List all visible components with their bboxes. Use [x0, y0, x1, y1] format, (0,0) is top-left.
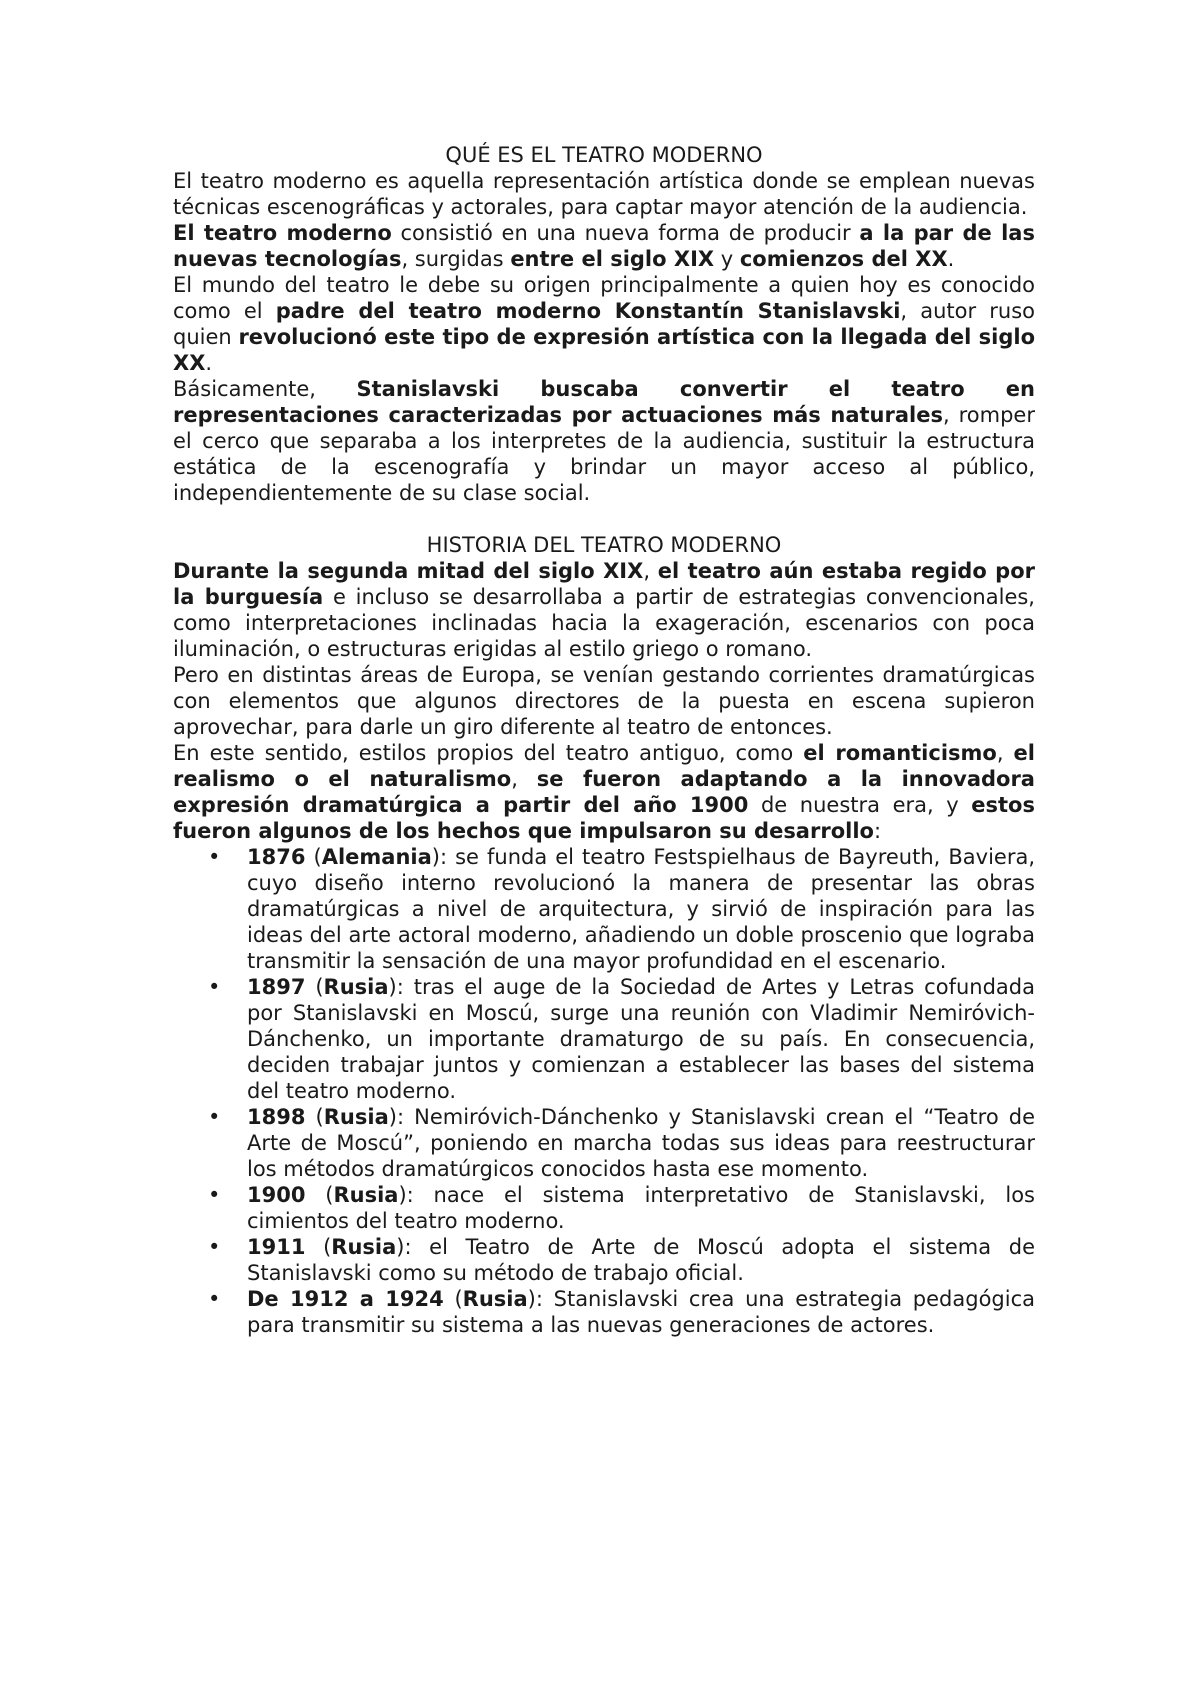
- bullet-icon: •: [208, 1105, 221, 1129]
- bold-run: Rusia: [462, 1287, 528, 1311]
- list-item-text: [247, 975, 1035, 1103]
- bold-run: a la par de las nuevas tecnologías: [173, 221, 1035, 271]
- text-run: ,: [511, 767, 537, 791]
- paragraph: [173, 740, 1035, 844]
- text-run: e incluso se desarrollaba a partir de estrategias convencionales, como interpretaciones inclinadas hacia la exageración, escenarios con poca iluminación, o estructuras erigidas al estilo griego o romano.: [173, 585, 1035, 661]
- text-run: Básicamente,: [173, 377, 357, 401]
- bullet-icon: •: [208, 1183, 221, 1207]
- bold-run: el teatro aún estaba regido por la burguesía: [173, 559, 1035, 609]
- text-run: (: [443, 1287, 463, 1311]
- text-run: consistió en una nueva forma de producir: [391, 221, 860, 245]
- list-item: [208, 1286, 1035, 1338]
- bold-run: 1900: [247, 1183, 306, 1207]
- text-run: (: [305, 1235, 332, 1259]
- bold-run: entre el siglo XIX: [510, 247, 715, 271]
- list-item-text: [247, 1235, 1035, 1285]
- text-run: , surgidas: [401, 247, 511, 271]
- text-run: El teatro moderno es aquella representación artística donde se emplean nuevas técnicas escenográficas y actorales, para captar mayor atención de la audiencia.: [173, 169, 1035, 219]
- bold-run: Alemania: [321, 845, 432, 869]
- bold-run: 1876: [247, 845, 306, 869]
- bold-run: Rusia: [333, 1183, 399, 1207]
- paragraph: [173, 272, 1035, 376]
- bold-run: revolucionó este tipo de expresión artística con la llegada del siglo XX: [173, 325, 1035, 375]
- text-run: ,: [643, 559, 658, 583]
- bold-run: 1898: [247, 1105, 306, 1129]
- paragraph: [173, 558, 1035, 662]
- text-run: y: [714, 247, 740, 271]
- text-run: ,: [996, 741, 1014, 765]
- bold-run: Rusia: [331, 1235, 397, 1259]
- text-run: ): nace el sistema interpretativo de Stanislavski, los cimientos del teatro moderno.: [247, 1183, 1035, 1233]
- bold-run: 1911: [247, 1235, 306, 1259]
- section-title-que-es: QUÉ ES EL TEATRO MODERNO: [445, 143, 763, 167]
- bold-run: comienzos del XX: [739, 247, 948, 271]
- text-run: ): Nemiróvich-Dánchenko y Stanislavski crean el “Teatro de Arte de Moscú”, poniendo en marcha todas sus ideas para reestructurar los métodos dramatúrgicos conocidos hasta ese momento.: [247, 1105, 1036, 1181]
- text-run: :: [873, 819, 882, 843]
- text-run: .: [205, 351, 213, 375]
- bold-run: Durante la segunda mitad del siglo XIX: [173, 559, 644, 583]
- paragraph: [173, 220, 1035, 272]
- bold-run: se fueron adaptando a la innovadora expresión dramatúrgica a partir del año 1900: [173, 767, 1035, 817]
- list-item-text: [247, 1287, 1035, 1337]
- text-run: ): Stanislavski crea una estrategia pedagógica para transmitir su sistema a las nuevas generaciones de actores.: [247, 1287, 1035, 1337]
- text-run: (: [305, 845, 322, 869]
- list-item-text: [247, 845, 1035, 973]
- paragraph: [173, 662, 1035, 740]
- bullet-icon: •: [208, 975, 221, 999]
- text-run: En este sentido, estilos propios del teatro antiguo, como: [173, 741, 804, 765]
- bold-run: estos fueron algunos de los hechos que impulsaron su desarrollo: [173, 793, 1035, 843]
- text-run: (: [305, 1183, 334, 1207]
- text-run: ): el Teatro de Arte de Moscú adopta el sistema de Stanislavski como su método de trabajo oficial.: [247, 1235, 1035, 1285]
- text-run: , autor ruso quien: [173, 299, 1035, 349]
- text-run: ): se funda el teatro Festspielhaus de Bayreuth, Baviera, cuyo diseño interno revolucionó la manera de presentar las obras dramatúrgicas a nivel de arquitectura, y sirvió de inspiración para las ideas del arte actoral moderno, añadiendo un doble proscenio que lograba transmitir la sensación de una mayor profundidad en el escenario.: [247, 845, 1036, 973]
- bold-run: Rusia: [323, 1105, 389, 1129]
- bold-run: padre del teatro moderno Konstantín Stanislavski: [275, 299, 901, 323]
- bullet-icon: •: [208, 1287, 221, 1311]
- paragraph: [173, 168, 1035, 220]
- section-body-que-es: [173, 168, 1035, 506]
- text-run: El mundo del teatro le debe su origen principalmente a quien hoy es conocido como el: [173, 273, 1035, 323]
- bold-run: el realismo o el naturalismo: [173, 741, 1035, 791]
- list-item: [208, 1234, 1035, 1286]
- document-page: [173, 142, 1035, 1338]
- list-item: [208, 1104, 1036, 1182]
- bold-run: Stanislavski buscaba convertir el teatro en representaciones caracterizadas por actuaciones más naturales: [173, 377, 1035, 427]
- text-run: (: [305, 1105, 324, 1129]
- bullet-icon: •: [208, 845, 221, 869]
- list-item: [208, 1182, 1035, 1234]
- list-item: [208, 844, 1036, 974]
- paragraph: [173, 376, 1035, 506]
- bullet-icon: •: [208, 1235, 221, 1259]
- text-run: (: [305, 975, 324, 999]
- text-run: .: [947, 247, 955, 271]
- section-body-historia: [173, 558, 1035, 1338]
- list-item-text: [247, 1105, 1035, 1181]
- bold-run: 1897: [247, 975, 306, 999]
- bold-run: De 1912 a 1924: [247, 1287, 444, 1311]
- bold-run: El teatro moderno: [173, 221, 392, 245]
- bold-run: el romanticismo: [803, 741, 997, 765]
- text-run: ): tras el auge de la Sociedad de Artes y Letras cofundada por Stanislavski en Moscú, surge una reunión con Vladimir Nemiróvich-Dánchenko, un importante dramaturgo de su país. En consecuencia, deciden trabajar juntos y comienzan a establecer las bases del sistema del teatro moderno.: [247, 975, 1035, 1103]
- list-item: [208, 974, 1035, 1104]
- bold-run: Rusia: [323, 975, 389, 999]
- milestone-list: [173, 844, 1035, 1338]
- text-run: Pero en distintas áreas de Europa, se venían gestando corrientes dramatúrgicas con elementos que algunos directores de la puesta en escena supieron aprovechar, para darle un giro diferente al teatro de entonces.: [173, 663, 1035, 739]
- section-title-historia: HISTORIA DEL TEATRO MODERNO: [426, 533, 782, 557]
- list-item-text: [247, 1183, 1035, 1233]
- text-run: de nuestra era, y: [748, 793, 972, 817]
- text-run: , romper el cerco que separaba a los interpretes de la audiencia, sustituir la estructura estática de la escenografía y brindar un mayor acceso al público, independientemente de su clase social.: [173, 403, 1035, 505]
